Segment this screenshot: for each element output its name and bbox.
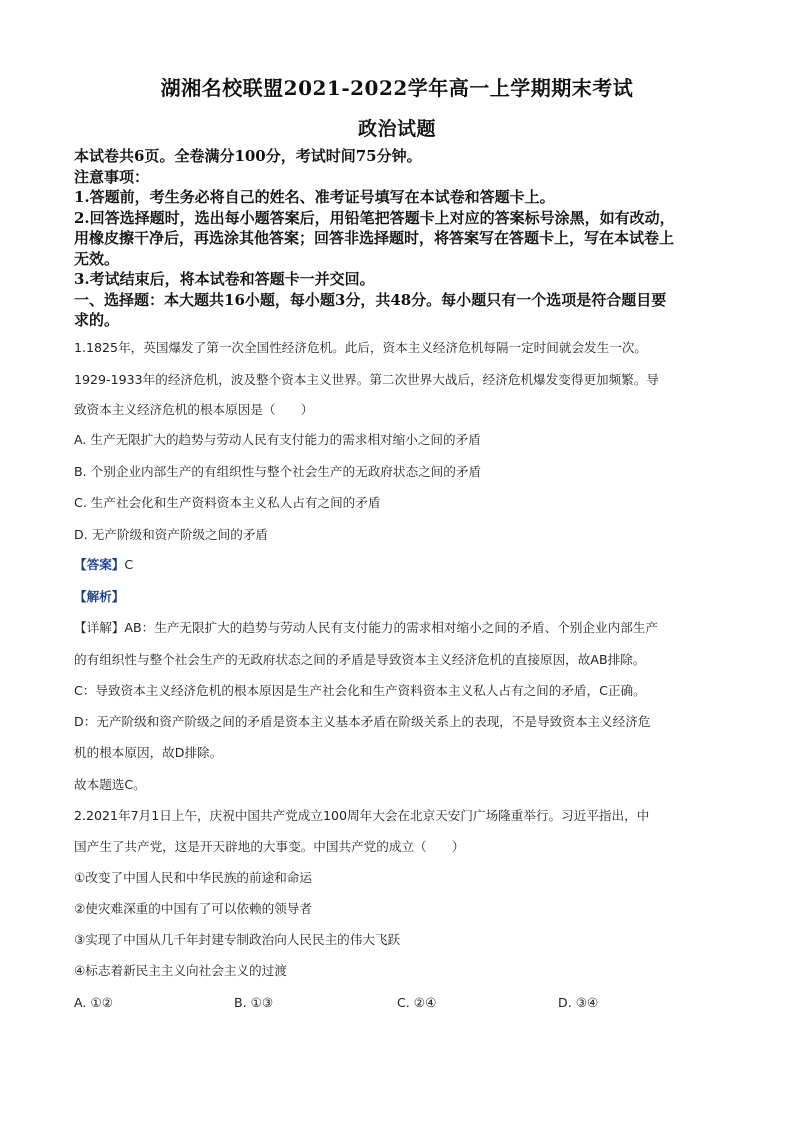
detail-tag: 【详解】 [74,620,125,635]
page-title: 湖湘名校联盟2021-2022学年高一上学期期末考试 [160,76,634,100]
notice-line: 1.答题前，考生务必将自己的姓名、准考证号填写在本试卷和答题卡上。 [74,188,555,206]
page-subtitle: 政治试题 [357,118,436,140]
notice-line: 本试卷共6页。全卷满分100分，考试时间75分钟。 [74,147,422,165]
detail-line: 的有组织性与整个社会生产的无政府状态之间的矛盾是导致资本主义经济危机的直接原因，故AB排除。 [74,652,646,667]
notice-line: 2.回答选择题时，选出每小题答案后，用铅笔把答题卡上对应的答案标号涂黑，如有改动， [74,208,675,227]
question-stem-line: 2.2021年7月1日上午，庆祝中国共产党成立100周年大会在北京天安门广场隆重举行。习近平指出，中 [74,808,650,823]
detail-line: 故本题选C。 [74,777,146,792]
detail-line: 机的根本原因，故D排除。 [74,745,223,760]
question-stem-line: 1.1825年，英国爆发了第一次全国性经济危机。此后，资本主义经济危机每隔一定时间就会发生一次。 [74,340,648,355]
answer-value: C [124,557,134,572]
analysis-tag: 【解析】 [74,589,125,604]
notice-line: 用橡皮擦干净后，再选涂其他答案；回答非选择题时，将答案写在答题卡上，写在本试卷上 [74,229,675,247]
detail-text: AB：生产无限扩大的趋势与劳动人民有支付能力的需求相对缩小之间的矛盾、个别企业内部生产 [124,620,658,635]
statement-item: ①改变了中国人民和中华民族的前途和命运 [74,870,312,885]
statement-item: ④标志着新民主主义向社会主义的过渡 [74,963,287,978]
notice-line: 3.考试结束后，将本试卷和答题卡一并交回。 [74,270,375,288]
detail-line: D：无产阶级和资产阶级之间的矛盾是资本主义基本矛盾在阶级关系上的表现，不是导致资本主义经济危 [74,714,651,729]
choice-a: A. ①② [74,995,113,1010]
answer-tag: 【答案】 [74,557,125,572]
option-b: B. 个别企业内部生产的有组织性与整个社会生产的无政府状态之间的矛盾 [74,464,482,479]
notice-line: 一、选择题：本大题共16小题，每小题3分，共48分。每小题只有一个选项是符合题目要 [74,290,667,309]
option-c: C. 生产社会化和生产资料资本主义私人占有之间的矛盾 [74,495,381,510]
question-stem-line: 国产生了共产党，这是开天辟地的大事变。中国共产党的成立（ ） [74,839,465,854]
question-stem-line: 致资本主义经济危机的根本原因是（ ） [74,402,314,417]
notice-line: 求的。 [74,311,120,329]
statement-item: ②使灾难深重的中国有了可以依赖的领导者 [74,901,312,916]
choice-d: D. ③④ [558,995,599,1010]
question-stem-line: 1929-1933年的经济危机，波及整个资本主义世界。第二次世界大战后，经济危机爆发变得更加频繁。导 [74,372,659,387]
analysis-line [74,588,124,606]
notice-line: 注意事项： [74,167,150,186]
option-a: A. 生产无限扩大的趋势与劳动人民有支付能力的需求相对缩小之间的矛盾 [74,432,481,447]
detail-line [74,619,658,637]
choice-c: C. ②④ [397,995,437,1010]
detail-line: C：导致资本主义经济危机的根本原因是生产社会化和生产资料资本主义私人占有之间的矛盾，C正确。 [74,683,646,698]
exam-notice [74,146,724,331]
option-d: D. 无产阶级和资产阶级之间的矛盾 [74,527,269,542]
answer-line [74,556,133,574]
statement-item: ③实现了中国从几千年封建专制政治向人民民主的伟大飞跃 [74,932,401,947]
notice-line: 无效。 [74,249,120,268]
choice-b: B. ①③ [234,995,274,1010]
